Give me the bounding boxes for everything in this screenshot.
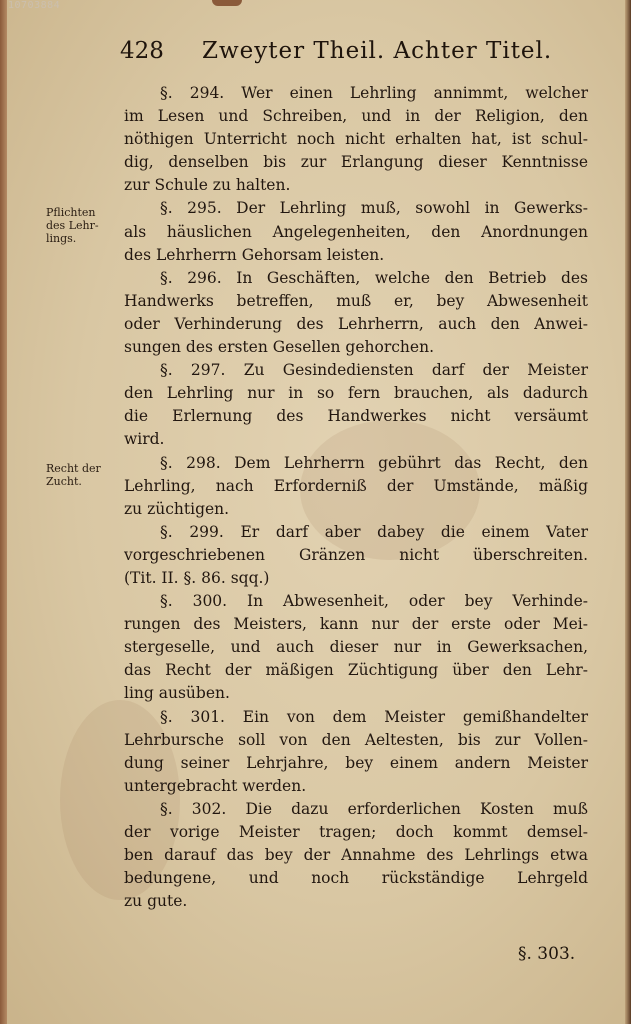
text-line: die Erlernung des Handwerkes nicht versäumt — [124, 407, 588, 426]
text-line: Handwerks betreffen, muß er, bey Abwesenheit — [124, 291, 588, 310]
text-line: Lehrling, nach Erforderniß der Umstände, mäßig — [124, 476, 588, 495]
binding-mark — [212, 0, 242, 6]
text-line: §. 302. Die dazu erforderlichen Kosten muß — [160, 799, 588, 818]
page-id: 10703884 — [8, 0, 61, 11]
text-line: oder Verhinderung des Lehrherrn, auch den Anwei- — [124, 314, 588, 333]
text-line: §. 298. Dem Lehrherrn gebührt das Recht, den — [160, 453, 588, 472]
page-left-edge — [0, 0, 7, 1024]
text-line: im Lesen und Schreiben, und in der Religion, den — [124, 107, 588, 126]
margin-note-pflichten: Pflichten des Lehr-lings. — [46, 206, 99, 245]
header-title: Zweyter Theil. Achter Titel. — [202, 38, 553, 64]
text-line: wird. — [124, 430, 165, 449]
text-line: §. 300. In Abwesenheit, oder bey Verhinde- — [160, 592, 588, 611]
page-number: 428 — [120, 38, 164, 64]
text-line: ben darauf das bey der Annahme des Lehrlings etwa — [124, 846, 588, 865]
text-line: stergeselle, und auch dieser nur in Gewerksachen, — [124, 638, 588, 657]
margin-note-recht: Recht der Zucht. — [46, 462, 101, 488]
text-line: zu gute. — [124, 892, 188, 911]
text-line: sungen des ersten Gesellen gehorchen. — [124, 338, 434, 357]
text-line: ling ausüben. — [124, 684, 230, 703]
page-right-edge — [625, 0, 631, 1024]
text-line: dig, denselben bis zur Erlangung dieser Kenntnisse — [124, 153, 588, 172]
text-line: bedungene, und noch rückständige Lehrgeld — [124, 869, 588, 888]
text-line: §. 299. Er darf aber dabey die einem Vater — [160, 522, 588, 541]
text-line: §. 295. Der Lehrling muß, sowohl in Gewerks- — [160, 199, 588, 218]
text-line: untergebracht werden. — [124, 776, 307, 795]
body-text — [124, 82, 588, 913]
text-line: zur Schule zu halten. — [124, 176, 291, 195]
text-line: Lehrbursche soll von den Aeltesten, bis zur Vollen- — [124, 730, 588, 749]
text-line: §. 297. Zu Gesindediensten darf der Meister — [160, 361, 588, 380]
catchword: §. 303. — [518, 944, 576, 964]
text-line: §. 301. Ein von dem Meister gemißhandelter — [160, 707, 588, 726]
text-line: §. 294. Wer einen Lehrling annimmt, welcher — [160, 84, 588, 102]
text-line: dung seiner Lehrjahre, bey einem andern Meister — [124, 753, 588, 772]
text-line: des Lehrherrn Gehorsam leisten. — [124, 245, 385, 264]
text-line: das Recht der mäßigen Züchtigung über den Lehr- — [124, 661, 588, 680]
text-line: der vorige Meister tragen; doch kommt demsel- — [124, 823, 588, 841]
text-line: als häuslichen Angelegenheiten, den Anordnungen — [124, 222, 588, 241]
text-line: §. 296. In Geschäften, welche den Betrieb des — [160, 268, 588, 287]
text-line: rungen des Meisters, kann nur der erste oder Mei- — [124, 615, 588, 634]
text-line: (Tit. II. §. 86. sqq.) — [124, 568, 270, 587]
text-line: zu züchtigen. — [124, 499, 230, 518]
text-line: nöthigen Unterricht noch nicht erhalten hat, ist schul- — [124, 130, 588, 149]
text-line: den Lehrling nur in so fern brauchen, als dadurch — [124, 384, 588, 403]
text-line: vorgeschriebenen Gränzen nicht überschreiten. — [124, 545, 588, 564]
